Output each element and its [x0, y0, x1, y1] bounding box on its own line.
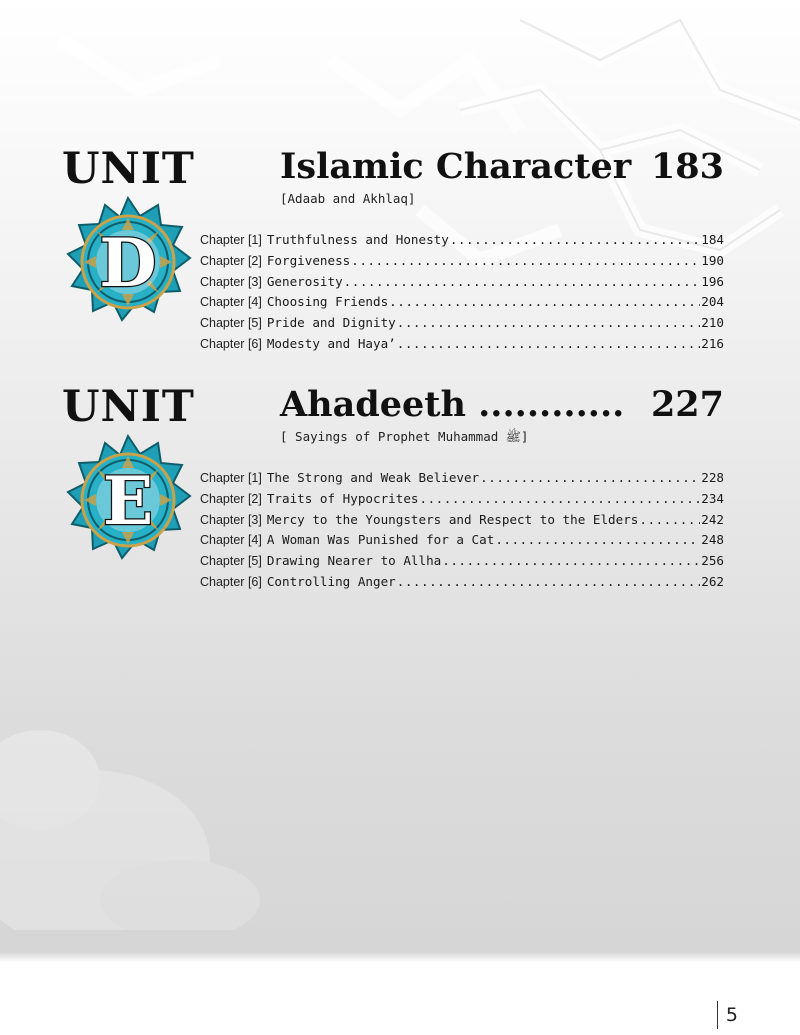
chapter-title: Truthfulness and Honesty	[266, 232, 449, 247]
toc-entry[interactable]	[200, 491, 724, 512]
dot-leader	[442, 553, 700, 568]
chapter-page: 262	[701, 573, 724, 589]
chapter-page: 210	[701, 315, 724, 331]
dot-leader	[450, 232, 700, 247]
page-number: 5	[725, 1004, 738, 1026]
chapter-number: Chapter [3]	[200, 512, 262, 527]
islamic-star-rosette-icon	[62, 434, 194, 566]
unit-label: UNIT	[62, 382, 195, 432]
chapter-page: 248	[701, 532, 724, 548]
chapter-page: 190	[701, 252, 724, 268]
chapter-number: Chapter [5]	[200, 316, 262, 331]
chapter-title: Generosity	[266, 273, 343, 289]
chapter-title: Mercy to the Youngsters and Respect to the Elders	[266, 511, 639, 527]
chapter-number: Chapter [2]	[200, 491, 262, 506]
title-dot-leader: ............	[478, 384, 625, 425]
toc-entry[interactable]	[200, 274, 724, 295]
chapter-title: Pride and Dignity	[266, 315, 396, 331]
toc-entry[interactable]	[200, 294, 724, 315]
unit-d-badge	[62, 196, 194, 328]
chapter-number: Chapter [4]	[200, 533, 262, 548]
chapter-number: Chapter [1]	[200, 233, 262, 247]
chapter-page: 242	[701, 511, 724, 527]
unit-e-badge	[62, 434, 194, 566]
unit-title-row	[280, 146, 724, 187]
unit-subtitle: [ Sayings of Prophet Muhammad ﷺ]	[280, 429, 529, 444]
chapter-page: 204	[701, 294, 724, 310]
chapter-number: Chapter [1]	[200, 471, 262, 485]
chapter-title: Choosing Friends	[266, 294, 389, 310]
dot-leader	[397, 315, 701, 330]
dot-leader	[397, 574, 701, 589]
page-footer	[717, 1000, 738, 1030]
chapter-page: 234	[701, 490, 724, 506]
toc-entry[interactable]	[200, 253, 724, 274]
toc-entry[interactable]	[200, 532, 724, 553]
toc-entry[interactable]	[200, 232, 724, 253]
chapter-list	[200, 232, 724, 357]
chapter-page: 256	[701, 553, 724, 569]
dot-leader	[420, 491, 701, 506]
toc-entry[interactable]	[200, 512, 724, 533]
dot-leader	[480, 470, 700, 485]
chapter-title: The Strong and Weak Believer	[266, 470, 480, 485]
unit-title-page: 183	[650, 146, 724, 187]
toc-entry[interactable]	[200, 336, 724, 357]
chapter-title: Controlling Anger	[266, 573, 396, 589]
chapter-number: Chapter [4]	[200, 295, 262, 310]
chapter-title: Modesty and Haya’	[266, 335, 396, 351]
chapter-number: Chapter [2]	[200, 253, 262, 268]
chapter-number: Chapter [6]	[200, 574, 262, 589]
chapter-page: 196	[701, 273, 724, 289]
chapter-title: Traits of Hypocrites	[266, 490, 419, 506]
dot-leader	[344, 274, 701, 289]
footer-band	[0, 962, 800, 1035]
unit-subtitle: [Adaab and Akhlaq]	[280, 191, 416, 206]
dot-leader	[351, 253, 700, 268]
chapter-number: Chapter [6]	[200, 336, 262, 351]
dot-leader	[495, 532, 700, 547]
unit-title-page: 227	[650, 384, 724, 425]
chapter-title: Forgiveness	[266, 252, 351, 268]
toc-entry[interactable]	[200, 553, 724, 574]
unit-title: Islamic Character	[280, 146, 632, 187]
unit-letter: E	[102, 462, 154, 540]
islamic-star-rosette-icon	[62, 196, 194, 328]
unit-letter: D	[99, 224, 157, 302]
chapter-list	[200, 470, 724, 595]
toc-entry[interactable]	[200, 574, 724, 595]
dot-leader	[389, 294, 700, 309]
chapter-title: Drawing Nearer to Allha	[266, 553, 442, 569]
chapter-number: Chapter [5]	[200, 554, 262, 569]
chapter-page: 184	[701, 232, 724, 247]
dot-leader	[639, 512, 700, 527]
unit-title-row	[280, 384, 724, 425]
footer-divider	[717, 1001, 718, 1029]
chapter-page: 228	[701, 470, 724, 485]
unit-label: UNIT	[62, 144, 195, 194]
toc-entry[interactable]	[200, 315, 724, 336]
chapter-page: 216	[701, 335, 724, 351]
unit-title: Ahadeeth	[280, 384, 466, 425]
chapter-title: A Woman Was Punished for a Cat	[266, 532, 495, 548]
dot-leader	[397, 336, 701, 351]
toc-entry[interactable]	[200, 470, 724, 491]
chapter-number: Chapter [3]	[200, 274, 262, 289]
